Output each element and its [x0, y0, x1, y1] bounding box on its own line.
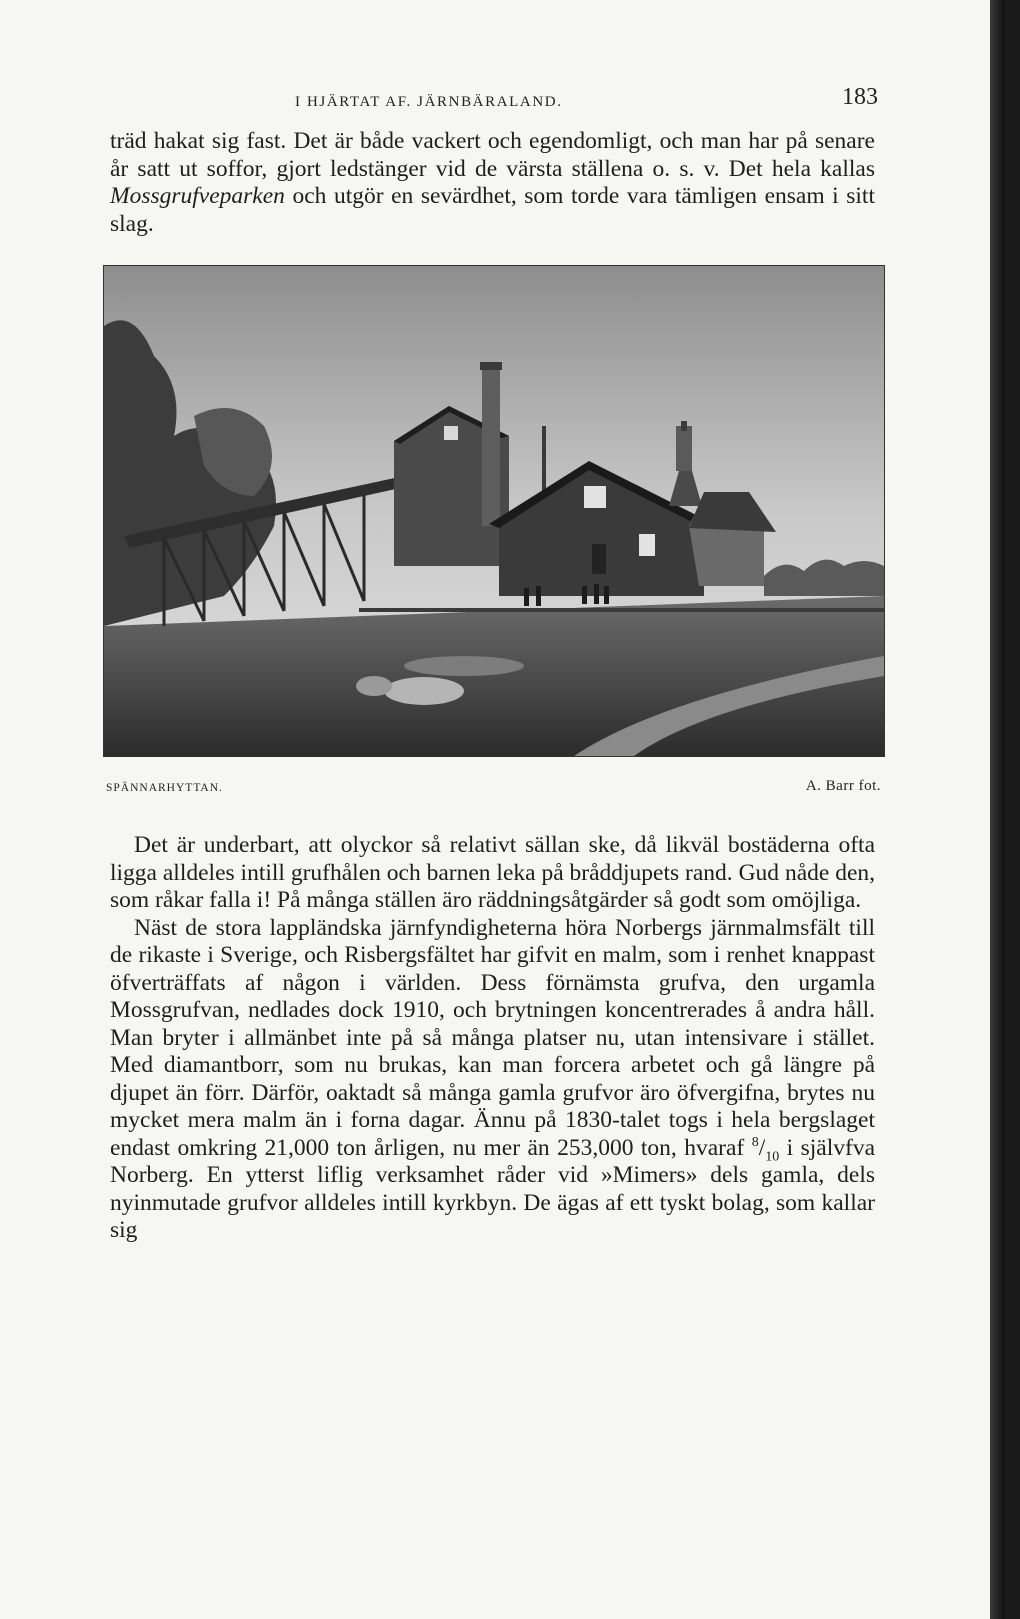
- paragraph-intro-text: träd hakat sig fast. Det är både vackert och egendomligt, och man har på senare år satt ut soffor, gjort ledstänger vid de värsta ställena o. s. v. Det hela kallas: [110, 128, 875, 182]
- rock: [356, 676, 392, 696]
- paragraph-norberg-text: Näst de stora lappländska järnfyndigheterna höra Norbergs järnmalmsfält till de rikaste i Sverige, och Risbergsfältet har gifvit en malm, som i renhet knappast öfverträffats af någon i världen. Dess förnämsta grufva, den urgamla Mossgrufvan, nedlades dock 1910, och brytningen koncentrerades å andra håll. Man bryter i allmänbet inte på så många platser nu, utan intensivare i stället. Med diamantborr, som nu brukas, kan man forcera arbetet och gå längre på djupet än förr. Därför, oaktadt så många gamla grufvor äro öfvergifna, brytes nu mycket mera malm än i forna dagar. Ännu på 1830-talet togs i hela bergslaget endast omkring 21,000 ton årligen, nu mer än 253,000 ton, hvaraf: [110, 914, 875, 1161]
- chimney-cap: [480, 362, 502, 370]
- photograph-illustration: [104, 266, 884, 756]
- tower-spire: [681, 421, 687, 431]
- rock: [384, 677, 464, 705]
- paragraph-accidents: Det är underbart, att olyckor så relativt sällan ske, då likväl bostäderna ofta ligga alldeles intill grufhålen och barnen leka på bråddjupets rand. Gud nåde den, som råkar falla i! På många ställen äro räddningsåtgärder så godt som omöjliga.: [110, 832, 875, 913]
- rail: [359, 608, 884, 612]
- fraction-denominator: 10: [765, 1149, 780, 1165]
- paragraph-intro: [110, 128, 875, 238]
- rubble: [404, 656, 524, 676]
- photograph-spannarhyttan: [103, 265, 885, 757]
- pole: [542, 426, 546, 496]
- chimney: [482, 366, 500, 526]
- paragraph-norberg: [110, 915, 875, 1245]
- scan-edge: [990, 0, 1005, 1619]
- caption-title: SPÄNNARHYTTAN.: [106, 782, 223, 794]
- window: [444, 426, 458, 440]
- page-number: 183: [842, 84, 878, 110]
- body-text: [110, 832, 875, 1245]
- page-header: [110, 80, 890, 120]
- window: [639, 534, 655, 556]
- paragraph-norberg-tail: i självfva Norberg. En ytterst liflig verksamhet råder vid »Mimers» dels gamla, dels nyinmutade grufvor alldeles intill kyrkbyn. De ägas af ett tyskt bolag, som kallar sig: [110, 1134, 875, 1243]
- photo-credit: A. Barr fot.: [805, 778, 881, 794]
- park-name-italic: Mossgrufveparken: [110, 183, 285, 209]
- paragraph-intro-tail: och utgör en sevärdhet, som torde vara tämligen ensam i sitt slag.: [110, 183, 875, 237]
- tower-top: [676, 426, 692, 471]
- running-head: I HJÄRTAT AF. JÄRNBÄRALAND.: [295, 94, 563, 110]
- fraction-numerator: 8: [751, 1134, 759, 1150]
- doorway: [592, 544, 606, 574]
- figure-caption: [106, 778, 881, 802]
- fraction-slash: /: [758, 1134, 766, 1161]
- window: [584, 486, 606, 508]
